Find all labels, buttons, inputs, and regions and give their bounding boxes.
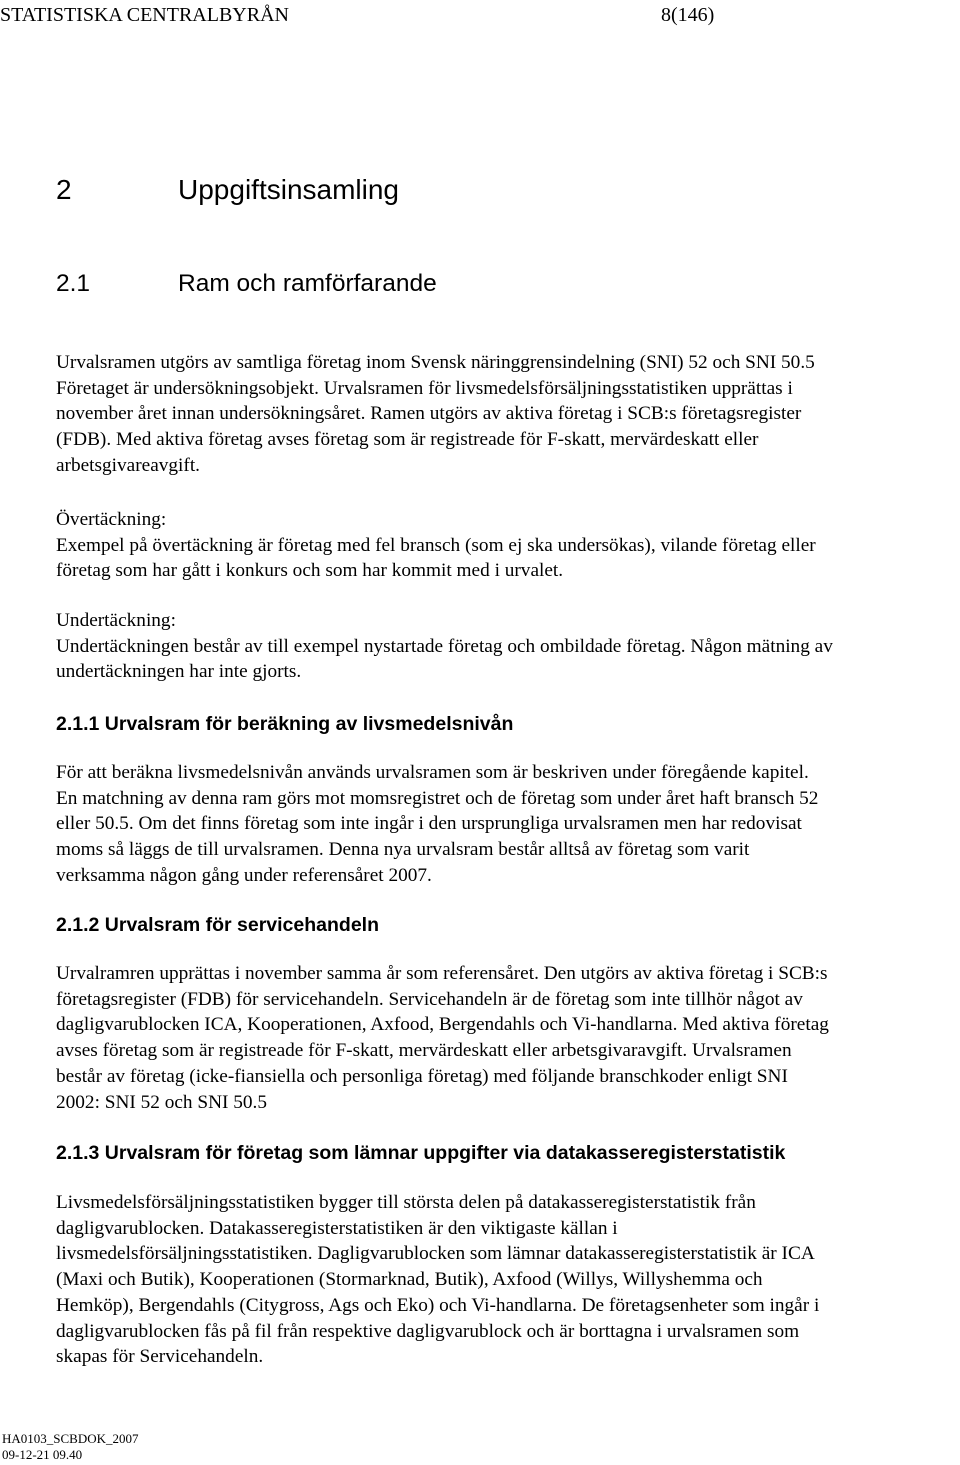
overcoverage-label: Övertäckning: [56, 509, 167, 530]
text-line: För att beräkna livsmedelsnivån används urvalsramen som är beskriven under föregående kapitel. [56, 762, 809, 783]
text-line: Undertäckningen består av till exempel nystartade företag och ombildade företag. Någon mätning av [56, 635, 833, 657]
paragraph-intro [56, 350, 956, 479]
text-line: Urvalramren upprättas i november samma år som referensåret. Den utgörs av aktiva företag i SCB:s [56, 963, 828, 984]
text-line: arbetsgivareavgift. [56, 454, 201, 476]
page-header [0, 2, 960, 32]
text-line: undertäckningen har inte gjorts. [56, 661, 302, 683]
text-line: avses företag som är registreade för F-skatt, mervärdeskatt eller arbetsgivaravgift. Urvalsramen [56, 1040, 792, 1062]
text-line: Exempel på övertäckning är företag med fel bransch (som ej ska undersökas), vilande företag eller [56, 534, 816, 556]
text-line: dagligvarublocken. Datakasseregisterstatistiken är den viktigaste källan i [56, 1217, 618, 1239]
paragraph-2-1-1 [56, 760, 956, 889]
document-id: HA0103_SCBDOK_2007 [2, 1431, 139, 1446]
footer-timestamp: 09-12-21 09.40 [2, 1447, 83, 1462]
paragraph-undercoverage [56, 608, 956, 685]
paragraph-2-1-3 [56, 1190, 956, 1370]
section-number: 2.1 [56, 270, 91, 297]
text-line: november året innan undersökningsåret. Ramen utgörs av aktiva företag i SCB:s företagsregister [56, 403, 802, 425]
chapter-title: Uppgiftsinsamling [178, 174, 399, 205]
page-number: 8(146) [661, 4, 715, 26]
text-line: eller 50.5. Om det finns företag som inte ingår i den ursprungliga urvalsramen men har redovisat [56, 813, 802, 835]
text-line: dagligvarublocken fås på fil från respektive dagligvarublock och är borttagna i urvalsramen som [56, 1320, 800, 1342]
text-line: Livsmedelsförsäljningsstatistiken bygger till största delen på datakasseregisterstatistik från [56, 1192, 756, 1213]
text-line: Urvalsramen utgörs av samtliga företag inom Svensk näringgrensindelning (SNI) 52 och SNI 50.5 [56, 352, 815, 373]
text-line: dagligvarublocken ICA, Kooperationen, Axfood, Bergendahls och Vi-handlarna. Med aktiva företag [56, 1014, 829, 1036]
text-line: Företaget är undersökningsobjekt. Urvalsramen för livsmedelsförsäljningsstatistiken upprättas i [56, 377, 793, 399]
organization-name: STATISTISKA CENTRALBYRÅN [0, 4, 289, 26]
undercoverage-label: Undertäckning: [56, 610, 176, 631]
text-line: (FDB). Med aktiva företag avses företag som är registreade för F-skatt, mervärdeskatt eller [56, 429, 759, 451]
text-line: företagsregister (FDB) för servicehandeln. Servicehandeln är de företag som inte tillhör något av [56, 988, 803, 1010]
text-line: moms så läggs de till urvalsramen. Denna nya urvalsram består alltså av företag som varit [56, 839, 750, 861]
text-line: 2002: SNI 52 och SNI 50.5 [56, 1091, 268, 1113]
subsection-heading-2-1-1: 2.1.1 Urvalsram för beräkning av livsmedelsnivån [56, 713, 514, 735]
text-line: skapas för Servicehandeln. [56, 1346, 264, 1368]
page-footer [2, 1431, 139, 1463]
text-line: livsmedelsförsäljningsstatistiken. Dagligvarublocken som lämnar datakasseregisterstatistik är ICA [56, 1243, 815, 1265]
text-line: verksamma någon gång under referensåret 2007. [56, 864, 432, 886]
subsection-heading-2-1-3: 2.1.3 Urvalsram för företag som lämnar uppgifter via datakasseregisterstatistik [56, 1142, 786, 1164]
text-line: Hemköp), Bergendahls (Citygross, Ags och Eko) och Vi-handlarna. De företagsenheter som ingår i [56, 1294, 820, 1316]
text-line: (Maxi och Butik), Kooperationen (Stormarknad, Butik), Axfood (Willys, Willyshemma och [56, 1269, 763, 1291]
paragraph-2-1-2 [56, 961, 956, 1115]
chapter-heading [56, 174, 399, 206]
section-title: Ram och ramförfarande [178, 270, 437, 297]
text-line: företag som har gått i konkurs och som har kommit med i urvalet. [56, 560, 564, 582]
paragraph-overcoverage [56, 507, 956, 584]
text-line: En matchning av denna ram görs mot momsregistret och de företag som under året haft bransch 52 [56, 787, 819, 809]
section-heading [56, 270, 437, 298]
subsection-heading-2-1-2: 2.1.2 Urvalsram för servicehandeln [56, 914, 379, 936]
chapter-number: 2 [56, 174, 72, 205]
text-line: består av företag (icke-fiansiella och personliga företag) med följande branschkoder enligt SNI [56, 1065, 788, 1087]
